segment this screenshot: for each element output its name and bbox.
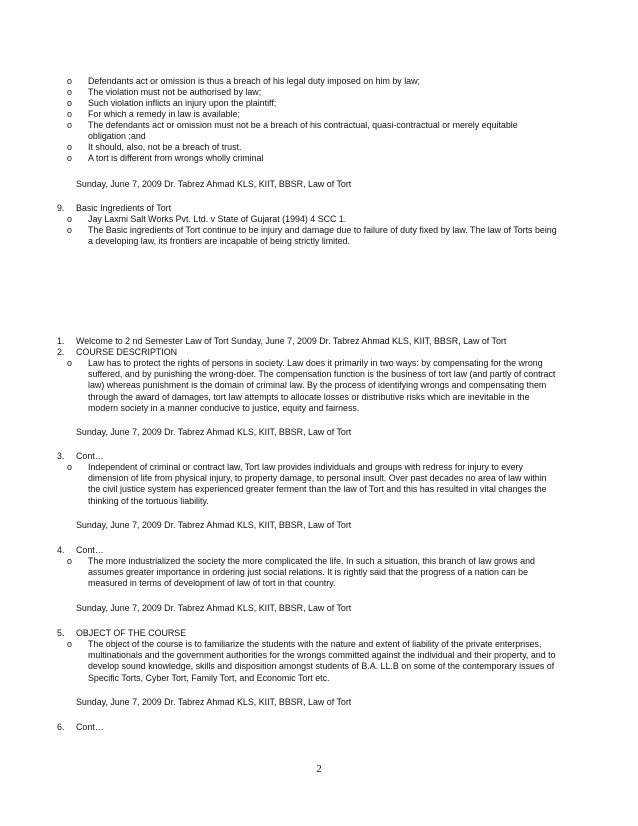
list-item: o Jay Laxmi Salt Works Pvt. Ltd. v State of Gujarat (1994) 4 SCC 1.	[67, 214, 347, 224]
numbered-heading: 1. Welcome to 2 nd Semester Law of Tort Sunday, June 7, 2009 Dr. Tabrez Ahmad KLS, KIIT, BBSR, Law of Tort	[57, 336, 507, 346]
page-number: 2	[316, 763, 322, 775]
numbered-heading: 9. Basic Ingredients of Tort	[57, 203, 172, 213]
slide-footer: Sunday, June 7, 2009 Dr. Tabrez Ahmad KLS, KIIT, BBSR, Law of Tort	[76, 520, 352, 530]
list-item: o It should, also, not be a breach of trust.	[67, 142, 242, 152]
list-item: o Such violation inflicts an injury upon the plaintiff;	[67, 98, 277, 108]
numbered-heading: 5. OBJECT OF THE COURSE	[57, 628, 187, 638]
numbered-heading: 2. COURSE DESCRIPTION	[57, 347, 178, 357]
list-item: o The defendants act or omission must not be a breach of his contractual, quasi-contractual or merely equitable obligation ;and	[67, 120, 518, 142]
bullet-marker: o	[67, 556, 72, 566]
list-item: o The violation must not be authorised by law;	[67, 87, 262, 97]
numbered-heading: 4. Cont…	[57, 545, 104, 555]
list-item: o A tort is different from wrongs wholly criminal	[67, 153, 264, 163]
slide-footer: Sunday, June 7, 2009 Dr. Tabrez Ahmad KLS, KIIT, BBSR, Law of Tort	[76, 697, 352, 707]
list-item: o For which a remedy in law is available;	[67, 109, 240, 119]
bullet-marker: o	[67, 358, 72, 368]
list-item: o Independent of criminal or contract law, Tort law provides individuals and groups with redress for injury to every dimension of life from physical injury, to property damage, to personal insult. Over past decades no area of law within the civil justice system has experienced greater ferment than the law of Tort and this has resulted in vital changes the thinking of the tortuous liability.	[67, 462, 547, 506]
list-item: o The more industrialized the society the more complicated the life. In such a situation, this branch of law grows and assumes greater importance in ordering just social relations. It is rightly said that the progress of a nation can be measured in terms of development of law of tort in that country.	[67, 556, 535, 589]
list-item: o The object of the course is to familiarize the students with the nature and extent of liability of the private enterprises, multinationals and the government authorities for the wrongs committed against the individual and their property, and to develop sound knowledge, skills and disposition amongst students of B.A. LL.B on some of the contemporary issues of Specific Torts, Cyber Tort, Family Tort, and Economic Tort etc.	[67, 639, 556, 683]
list-item: o Defendants act or omission is thus a breach of his legal duty imposed on him by law;	[67, 76, 420, 86]
bullet-marker: o	[67, 214, 72, 224]
bullet-marker: o	[67, 87, 72, 97]
numbered-heading: 6. Cont…	[57, 722, 104, 732]
bullet-marker: o	[67, 76, 72, 86]
bullet-marker: o	[67, 98, 72, 108]
bullet-marker: o	[67, 639, 72, 649]
bullet-marker: o	[67, 153, 72, 163]
bullet-marker: o	[67, 142, 72, 152]
bullet-marker: o	[67, 225, 72, 235]
bullet-marker: o	[67, 462, 72, 472]
bullet-marker: o	[67, 120, 72, 130]
slide-footer: Sunday, June 7, 2009 Dr. Tabrez Ahmad KLS, KIIT, BBSR, Law of Tort	[76, 427, 352, 437]
slide-footer: Sunday, June 7, 2009 Dr. Tabrez Ahmad KLS, KIIT, BBSR, Law of Tort	[76, 603, 352, 613]
numbered-heading: 3. Cont…	[57, 451, 104, 461]
list-item: o The Basic ingredients of Tort continue to be injury and damage due to failure of duty fixed by law. The law of Torts being a developing law, its frontiers are incapable of being strictly limited.	[67, 225, 557, 247]
slide-footer: Sunday, June 7, 2009 Dr. Tabrez Ahmad KLS, KIIT, BBSR, Law of Tort	[76, 179, 352, 189]
bullet-marker: o	[67, 109, 72, 119]
list-item: o Law has to protect the rights of persons in society. Law does it primarily in two ways: by compensating for the wrong suffered, and by punishing the wrong-doer. The compensation function is the business of tort law (and partly of contract law) whereas punishment is the domain of criminal law. By the process of identifying wrongs and compensating them through the award of damages, tort law attempts to allocate losses or distributive risks which are inevitable in the modern society in a manner conducive to justice, equity and fairness.	[67, 358, 556, 413]
